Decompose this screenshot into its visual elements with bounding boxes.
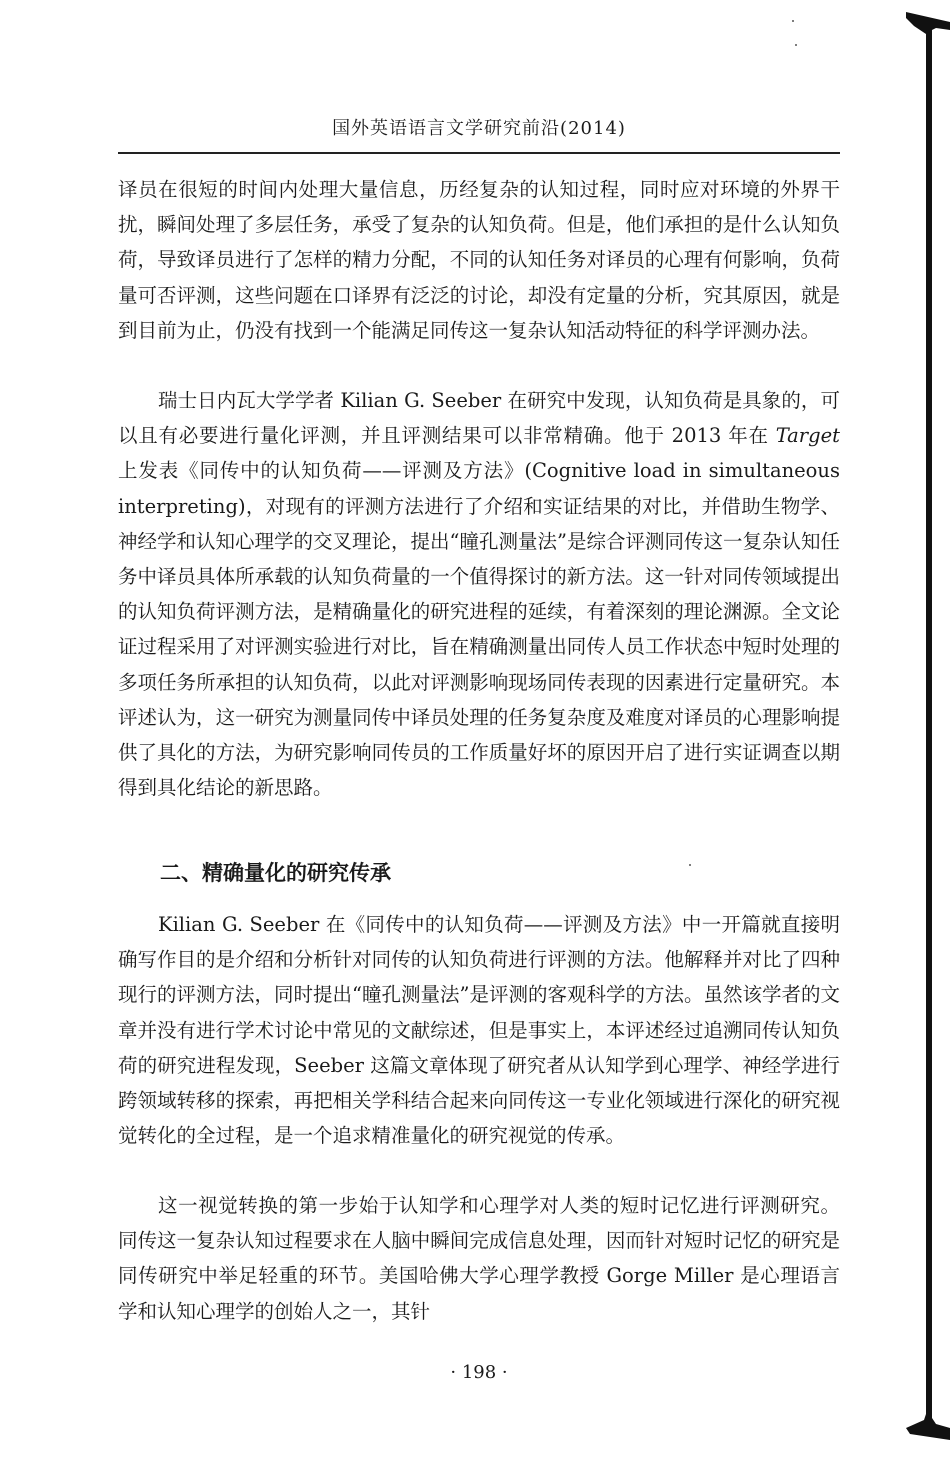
journal-title-italic: Target xyxy=(775,424,840,448)
scan-speck xyxy=(795,44,797,46)
paragraph-3: Kilian G. Seeber 在《同传中的认知负荷——评测及方法》中一开篇就直接明确写作目的是介绍和分析针对同传的认知负荷进行评测的方法。他解释并对比了四种现行的评测方法，同时提出“瞳孔测量法”是评测的客观科学的方法。虽然该学者的文章并没有进行学术讨论中常见的文献综述，但是事实上，本评述经过追溯同传认知负荷的研究进程发现，Seeber 这篇文章体现了研究者从认知学到心理学、神经学进行跨领域转移的探索，再把相关学科结合起来向同传这一专业化领域进行深化的研究视觉转化的全过程，是一个追求精准量化的研究视觉的传承。 xyxy=(118,913,840,1148)
header-rule xyxy=(118,152,840,154)
page-number: · 198 · xyxy=(450,1362,508,1383)
paragraph-1: 译员在很短的时间内处理大量信息，历经复杂的认知过程，同时应对环境的外界干扰，瞬间处理了多层任务，承受了复杂的认知负荷。但是，他们承担的是什么认知负荷，导致译员进行了怎样的精力分配，不同的认知任务对译员的心理有何影响，负荷量可否评测，这些问题在口译界有泛泛的讨论，却没有定量的分析，究其原因，就是到目前为止，仍没有找到一个能满足同传这一复杂认知活动特征的科学评测办法。 xyxy=(118,178,840,342)
scan-speck xyxy=(792,20,794,22)
binding-edge-mark xyxy=(906,0,950,1458)
paragraph-2-part-2: 上发表《同传中的认知负荷——评测及方法》(Cognitive load in simultaneous interpreting)，对现有的评测方法进行了介绍和实证结果的对比，并借助生物学、神经学和认知心理学的交叉理论，提出“瞳孔测量法”是综合评测同传这一复杂认知任务中译员具体所承载的认知负荷量的一个值得探讨的新方法。这一针对同传领域提出的认知负荷评测方法，是精确量化的研究进程的延续，有着深刻的理论渊源。全文论证过程采用了对评测实验进行对比，旨在精确测量出同传人员工作状态中短时处理的多项任务所承担的认知负荷，以此对评测影响现场同传表现的因素进行定量研究。本评述认为，这一研究为测量同传中译员处理的任务复杂度及难度对译员的心理影响提供了具化的方法，为研究影响同传员的工作质量好坏的原因开启了进行实证调查以期得到具化结论的新思路。 xyxy=(118,459,840,800)
paragraph-4: 这一视觉转换的第一步始于认知学和心理学对人类的短时记忆进行评测研究。同传这一复杂认知过程要求在人脑中瞬间完成信息处理，因而针对短时记忆的研究是同传研究中举足轻重的环节。美国哈佛大学心理学教授 Gorge Miller 是心理语言学和认知心理学的创始人之一，其针 xyxy=(118,1194,840,1323)
section-heading: 二、精确量化的研究传承 xyxy=(160,861,391,885)
paragraph-2 xyxy=(118,383,840,805)
paragraph-2-part-1: 瑞士日内瓦大学学者 Kilian G. Seeber 在研究中发现，认知负荷是具象的，可以且有必要进行量化评测，并且评测结果可以非常精确。他于 2013 年在 xyxy=(118,389,840,448)
running-header: 国外英语语言文学研究前沿(2014) xyxy=(332,118,626,139)
scan-speck xyxy=(689,864,691,866)
